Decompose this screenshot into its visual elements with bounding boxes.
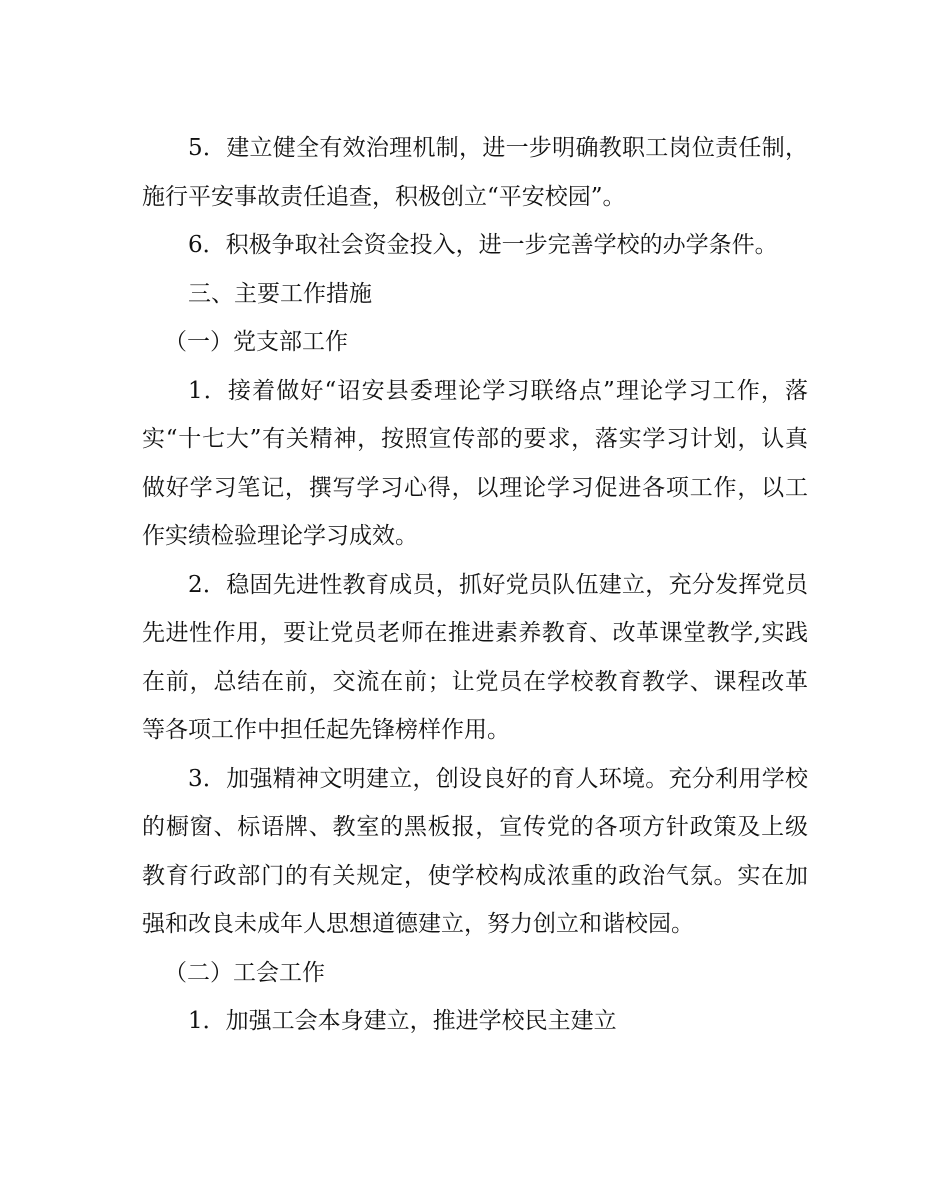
paragraph-item-party-2: 2．稳固先进性教育成员，抓好党员队伍建立，充分发挥党员先进性作用，要让党员老师在推进素养教育、改革课堂教学,实践在前，总结在前，交流在前；让党员在学校教育教学、课程改革等各项工作中担任起先锋榜样作用。 [142,571,808,743]
paragraph-item-5: 5．建立健全有效治理机制，进一步明确教职工岗位责任制，施行平安事故责任追查，积极创立“平安校园”。 [142,135,808,210]
section-heading-measures: 三、主要工作措施 [188,280,372,307]
subsection-heading-union: （二）工会工作 [164,959,325,986]
paragraph-item-party-1: 1．接着做好“诏安县委理论学习联络点”理论学习工作，落实“十七大”有关精神，按照宣传部的要求，落实学习计划，认真做好学习笔记，撰写学习心得，以理论学习促进各项工作，以工作实绩检验理论学习成效。 [142,377,808,549]
document-body [142,124,808,1046]
subsection-heading-party-branch: （一）党支部工作 [164,329,348,355]
paragraph-item-6: 6．积极争取社会资金投入，进一步完善学校的办学条件。 [188,232,778,258]
paragraph-item-party-3: 3．加强精神文明建立，创设良好的育人环境。充分利用学校的橱窗、标语牌、教室的黑板报，宣传党的各项方针政策及上级教育行政部门的有关规定，使学校构成浓重的政治气氛。实在加强和改良未成年人思想道德建立，努力创立和谐校园。 [142,765,808,937]
paragraph-item-union-1: 1．加强工会本身建立，推进学校民主建立 [188,1008,617,1034]
